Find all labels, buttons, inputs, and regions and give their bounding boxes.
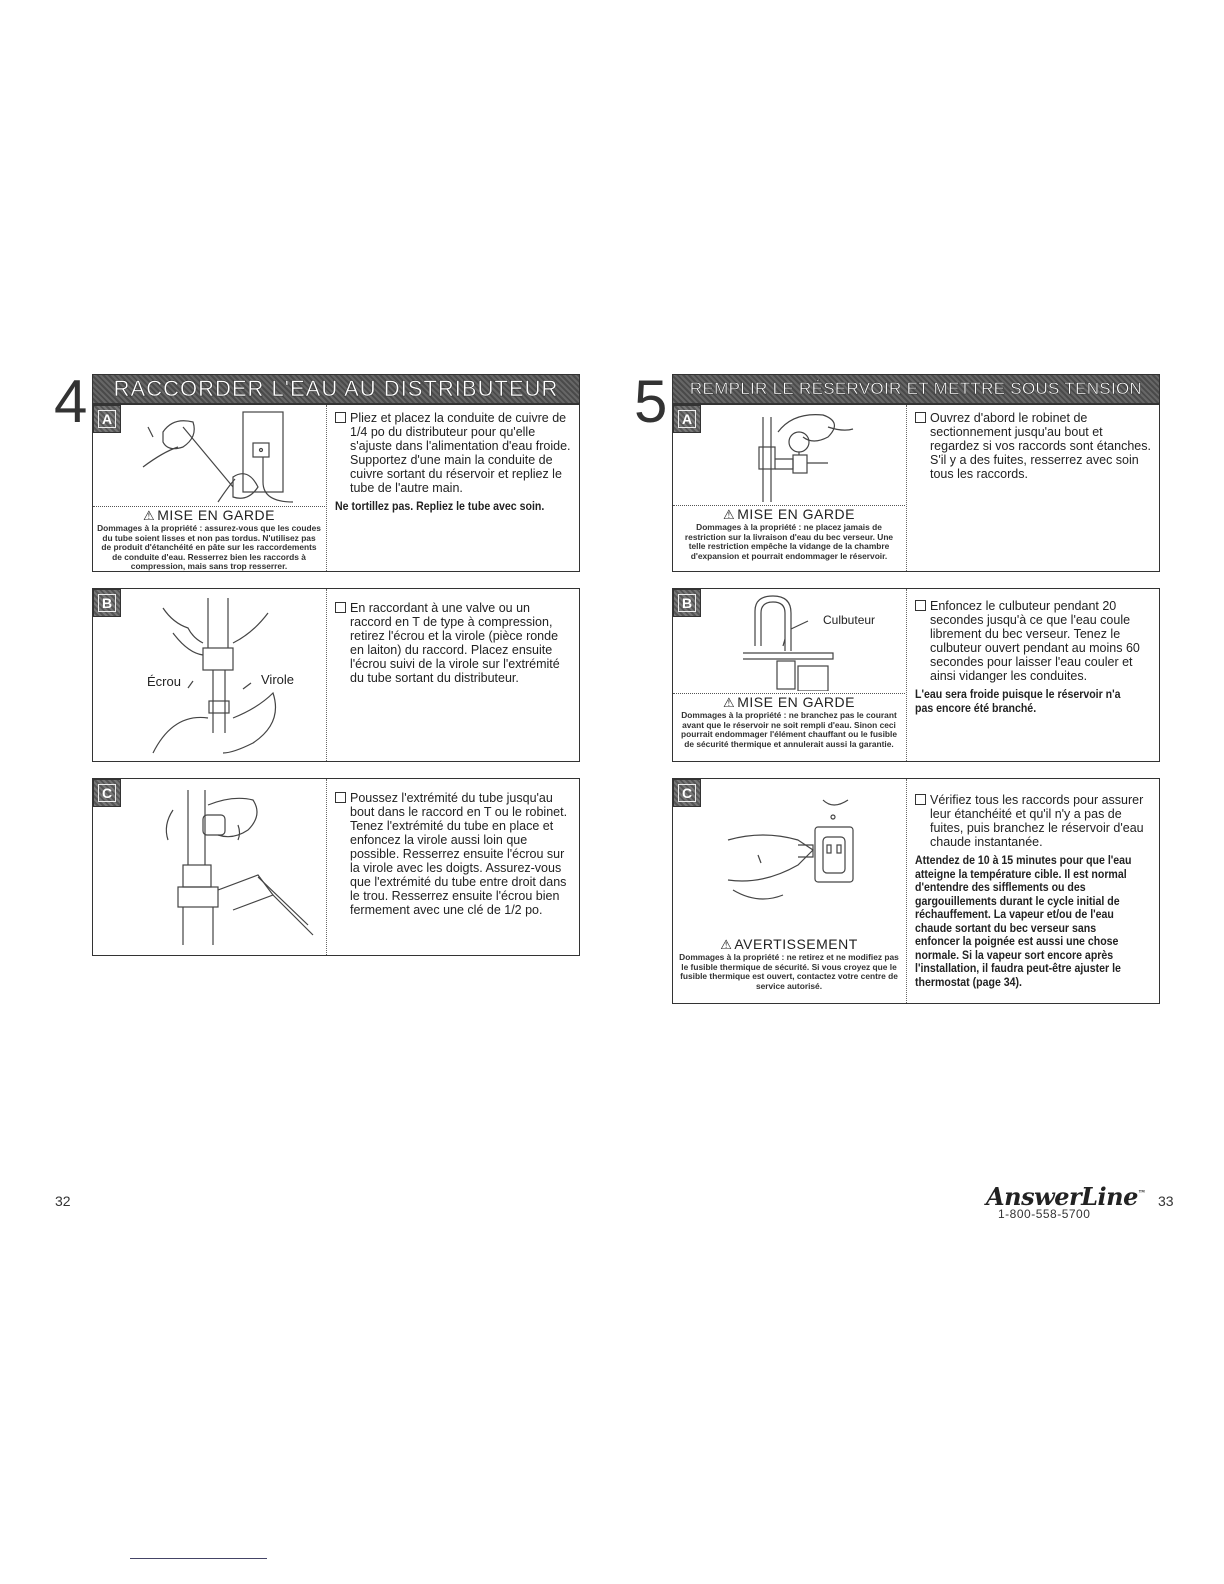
checkbox-icon bbox=[915, 600, 926, 611]
section-5c bbox=[672, 778, 1160, 1004]
instruction-text: Pliez et placez la conduite de cuivre de 1/4 po du distributeur pour qu'elle s'ajuste dans l'alimentation d'eau froide. Supportez d'une main la conduite de cuivre sortant du réservoir et repliez le tube de l'autre main. Ne tortillez pas. Repliez le tube avec soin. bbox=[335, 411, 571, 513]
checkbox-icon bbox=[915, 412, 926, 423]
section-letter: C bbox=[673, 779, 701, 807]
section-letter: A bbox=[673, 405, 701, 433]
warning-icon: ⚠ bbox=[720, 937, 733, 952]
illustration-faucet bbox=[733, 591, 893, 691]
bold-note: Ne tortillez pas. Repliez le tube avec soin. bbox=[335, 501, 545, 513]
column-divider bbox=[906, 779, 907, 1003]
section-letter: B bbox=[673, 589, 701, 617]
section-5a bbox=[672, 404, 1160, 572]
instruction-text: Poussez l'extrémité du tube jusqu'au bout dans le raccord en T ou le robinet. Tenez l'extrémité du tube en place et enfoncez la virole aussi loin que possible. Resserrez ensuite l'écrou sur la virole avec les doigts. Assurez-vous que l'extrémité du tube entre droit dans le trou. Resserrez ensuite l'écrou bien fermement avec une clé de 1/2 po. bbox=[335, 791, 571, 923]
column-divider bbox=[326, 589, 327, 761]
instruction-text: Enfoncez le culbuteur pendant 20 secondes jusqu'à ce que l'eau coule librement du bec verseur. Tenez le culbuteur ouvert pendant au moins 60 secondes pour laisser l'eau couler et ainsi vidanger les conduites. L'eau sera froide puisque le réservoir n'a pas encore été branché. bbox=[915, 599, 1140, 715]
column-divider bbox=[906, 589, 907, 761]
warning-box bbox=[673, 505, 905, 561]
illustration-bend-tube bbox=[123, 407, 323, 507]
warning-icon: ⚠ bbox=[723, 695, 736, 710]
bold-note: Attendez de 10 à 15 minutes pour que l'eau atteigne la température cible. Il est normal d'entendre des sifflements ou des gargouillements durant le cycle initial de réchauffement. La vapeur et/ou de l'eau chaude sortant du bec verseur sans enfoncer la poignée est aussi une chose normale. Si la vapeur sort encore après l'installation, il faudra peut-être ajuster le thermostat (page 34). bbox=[915, 855, 1132, 989]
section-4c bbox=[92, 778, 580, 956]
warning-title: ⚠ MISE EN GARDE bbox=[143, 507, 275, 523]
label-virole: Virole bbox=[261, 672, 295, 687]
section-4b bbox=[92, 588, 580, 762]
warning-text: Dommages à la propriété : assurez-vous que les coudes du tube soient lisses et non pas tordus. N'utilisez pas de produit d'étanchéité en pâte sur les raccordements de conduite d'eau. Resserrez bien les raccords à compression, mais sans trop resserrer. bbox=[97, 523, 321, 572]
page-number-right: 33 bbox=[1158, 1193, 1174, 1209]
warning-title: ⚠ MISE EN GARDE bbox=[723, 506, 855, 522]
illustration-outlet-plug bbox=[713, 795, 893, 935]
warning-text: Dommages à la propriété : ne retirez et ne modifiez pas le fusible thermique de sécurité. Si vous croyez que le fusible thermique est ouvert, contactez votre centre de service autorisé. bbox=[679, 952, 899, 991]
illustration-shutoff-valve bbox=[733, 407, 893, 505]
instruction-text: Ouvrez d'abord le robinet de sectionnement jusqu'au bout et regardez si vos raccords sont étanches. S'il y a des fuites, resserrez avec soin tous les raccords. bbox=[915, 411, 1151, 487]
warning-text: Dommages à la propriété : ne branchez pas le courant avant que le réservoir ne soit rempli d'eau. Sinon ceci pourrait endommager l'élément chauffant ou le fusible de sécurité thermique et annulerait aussi la garantie. bbox=[680, 710, 898, 749]
step-title-banner: REMPLIR LE RÉSERVOIR ET METTRE SOUS TENSION bbox=[672, 374, 1160, 404]
warning-title: ⚠ MISE EN GARDE bbox=[723, 694, 855, 710]
checkbox-icon bbox=[335, 602, 346, 613]
support-phone: 1-800-558-5700 bbox=[998, 1207, 1091, 1221]
checkbox-icon bbox=[335, 412, 346, 423]
label-ecrou: Écrou bbox=[147, 674, 181, 689]
checkbox-icon bbox=[915, 794, 926, 805]
page-number-left: 32 bbox=[55, 1193, 71, 1209]
column-divider bbox=[326, 779, 327, 955]
instruction-text: Vérifiez tous les raccords pour assurer leur étanchéité et qu'il n'y a pas de fuites, puis branchez le réservoir d'eau chaude instantanée. Attendez de 10 à 15 minutes pour que l'eau atteigne la température cible. Il est normal d'entendre des sifflements ou des gargouillements durant le cycle initial de réchauffement. La vapeur et/ou de l'eau chaude sortant du bec verseur sans enfoncer la poignée est aussi une chose normale. Si la vapeur sort encore après l'installation, il faudra peut-être ajuster le thermostat (page 34). bbox=[915, 793, 1144, 989]
bold-note: L'eau sera froide puisque le réservoir n'a pas encore été branché. bbox=[915, 689, 1121, 715]
section-letter: C bbox=[93, 779, 121, 807]
warning-text: Dommages à la propriété : ne placez jamais de restriction sur la livraison d'eau du bec verseur. Une telle restriction empêche la vidange de la chambre d'expansion et pourrait endommager le réservoir. bbox=[684, 522, 894, 561]
warning-title: ⚠ AVERTISSEMENT bbox=[720, 936, 858, 952]
checkbox-icon bbox=[335, 792, 346, 803]
warning-icon: ⚠ bbox=[143, 508, 156, 523]
warning-box bbox=[673, 936, 905, 991]
step-number: 4 bbox=[54, 368, 88, 435]
illustration-tee-fitting bbox=[133, 785, 323, 950]
warning-icon: ⚠ bbox=[723, 507, 736, 522]
section-letter: B bbox=[93, 589, 121, 617]
instruction-text: En raccordant à une valve ou un raccord en T de type à compression, retirez l'écrou et la virole (pièce ronde en laiton) du raccord. Placez ensuite l'écrou suivi de la virole sur l'extrémité du tube sortant du distributeur. bbox=[335, 601, 571, 691]
warning-box bbox=[673, 693, 905, 749]
label-culbuteur: Culbuteur bbox=[823, 613, 876, 627]
step-title-banner: RACCORDER L'EAU AU DISTRIBUTEUR bbox=[92, 374, 580, 404]
section-5b bbox=[672, 588, 1160, 762]
warning-box bbox=[93, 506, 325, 572]
column-divider bbox=[326, 405, 327, 571]
section-4a bbox=[92, 404, 580, 572]
step-number: 5 bbox=[634, 368, 668, 435]
section-letter: A bbox=[93, 405, 121, 433]
footer-rule bbox=[130, 1558, 267, 1559]
column-divider bbox=[906, 405, 907, 571]
brand-logo: AnswerLine™ bbox=[986, 1182, 1146, 1211]
